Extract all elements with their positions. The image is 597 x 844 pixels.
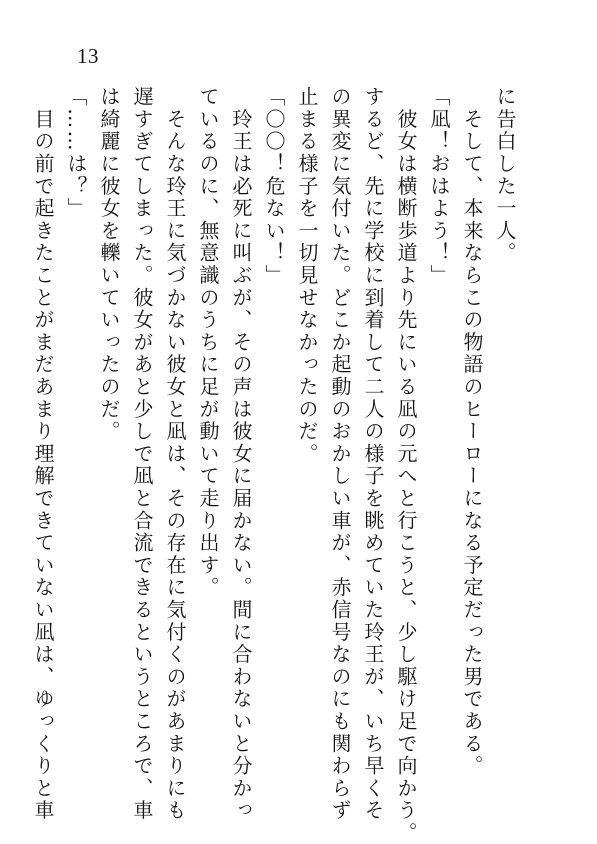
- text-line: そして、本来ならこの物語のヒーローになる予定だった男である。: [460, 86, 484, 778]
- page-number: 13: [77, 44, 99, 68]
- text-line: そんな玲王に気づかない彼女と凪は、その存在に気付くのがあまりにも: [163, 86, 187, 822]
- text-line: 「〇〇！危ない！」: [262, 86, 286, 287]
- body-text: [31, 86, 521, 844]
- text-line: 「凪！おはよう！」: [427, 86, 451, 287]
- text-line: 彼女は横断歩道より先にいる凪の元へと行こうと、少し駆け足で向かう。: [394, 86, 418, 844]
- text-line: に告白した一人。: [493, 86, 517, 265]
- text-line: するど、先に学校に到着して二人の様子を眺めていた玲王が、いち早くそ: [361, 86, 385, 822]
- text-line: 止まる様子を一切見せなかったのだ。: [295, 86, 319, 466]
- text-line: の異変に気付いた。どこか起動のおかしい車が、赤信号なのにも関わらず: [328, 86, 352, 822]
- text-line: 遅すぎてしまった。彼女があと少しで凪と合流できるというところで、車: [130, 86, 154, 822]
- text-line: は綺麗に彼女を轢いていったのだ。: [97, 86, 121, 443]
- text-line: 「……は？」: [64, 86, 88, 220]
- text-line: 目の前で起きたことがまだあまり理解できていない凪は、ゆっくりと車: [31, 86, 55, 822]
- text-line: 玲王は必死に叫ぶが、その声は彼女に届かない。間に合わないと分かっ: [229, 86, 253, 822]
- text-line: ているのに、無意識のうちに足が動いて走り出す。: [196, 86, 220, 599]
